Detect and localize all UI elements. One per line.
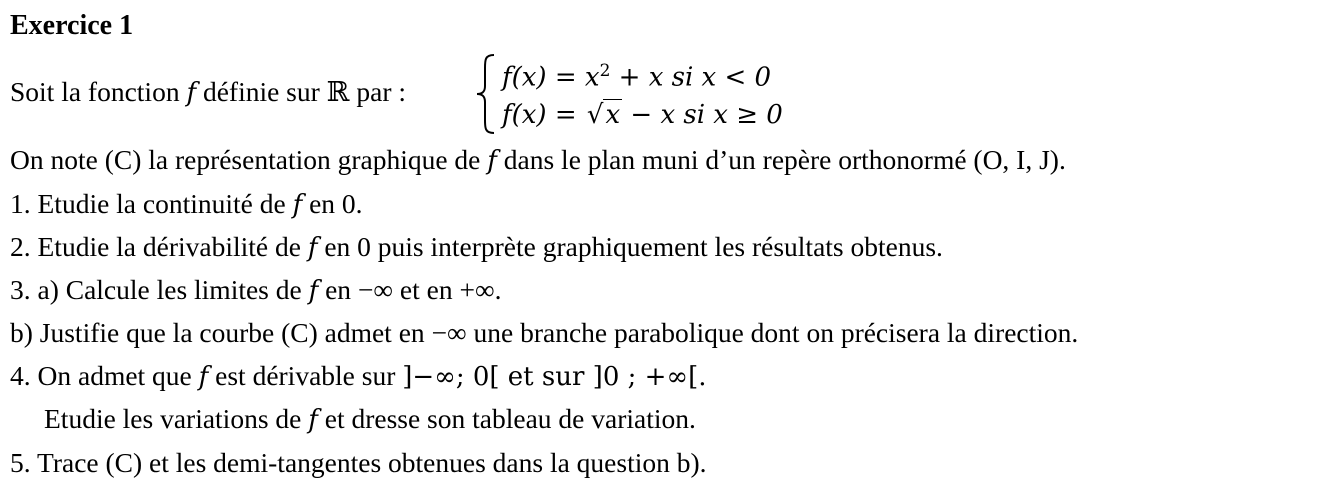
case2-radicand: x [605,100,621,130]
case1-exponent: 2 [599,61,611,81]
question-1-f: f [292,190,303,220]
question-4-mid: est dérivable sur [208,360,403,391]
question-2-f: f [307,233,318,263]
case1-lhs: f(x) = x [502,62,600,93]
question-4 [10,360,707,393]
intro-suffix: par : [349,76,407,107]
question-2-pre: 2. Etudie la dérivabilité de [10,231,308,262]
statement-line-1 [10,144,1066,177]
question-4b-f: f [308,405,318,435]
radical-sign-icon: √ [586,100,604,130]
exercise-title: Exercice 1 [10,10,134,41]
intro-middle: définie sur [196,76,327,107]
case2-rest: − x si x ≥ 0 [622,100,783,130]
question-4-pre: 4. On admet que [10,360,199,391]
case1-rest: + x si x < 0 [610,62,772,93]
question-4-continued [44,403,696,436]
line-1-f: f [487,146,497,176]
square-root [585,100,622,130]
line-1-post: dans le plan muni d’un repère orthonormé (O, I, J). [496,144,1066,175]
reals-symbol: ℝ [326,76,350,107]
question-1-pre: 1. Etudie la continuité de [10,188,293,219]
question-1 [10,188,363,221]
question-4b-pre: Etudie les variations de [44,403,309,434]
function-symbol: f [186,78,197,108]
piecewise-definition [474,52,834,136]
question-3a-f: f [308,276,319,306]
question-1-post: en 0. [302,188,363,219]
question-2-post: en 0 puis interprète graphiquement les résultats obtenus. [317,231,943,262]
question-3a-post: en −∞ et en +∞. [318,274,502,305]
case2-lhs: f(x) = [502,100,585,130]
question-3a [10,274,501,307]
question-5: 5. Trace (C) et les demi-tangentes obtenues dans la question b). [10,447,707,478]
question-2 [10,231,943,264]
case-nonnegative [502,100,783,130]
question-3b: b) Justifie que la courbe (C) admet en −∞ une branche parabolique dont on précisera la direction. [10,317,1079,348]
question-4b-post: et dresse son tableau de variation. [317,403,696,434]
intro-prefix: Soit la fonction [10,76,187,107]
case-negative [502,56,771,93]
question-4-interval: ]−∞; 0[ et sur ]0 ; +∞[. [402,362,707,392]
left-brace-icon [474,52,498,136]
question-4-f: f [198,362,209,392]
question-3a-pre: 3. a) Calcule les limites de [10,274,309,305]
line-1-pre: On note (C) la représentation graphique de [10,144,488,175]
intro-sentence [10,76,406,109]
